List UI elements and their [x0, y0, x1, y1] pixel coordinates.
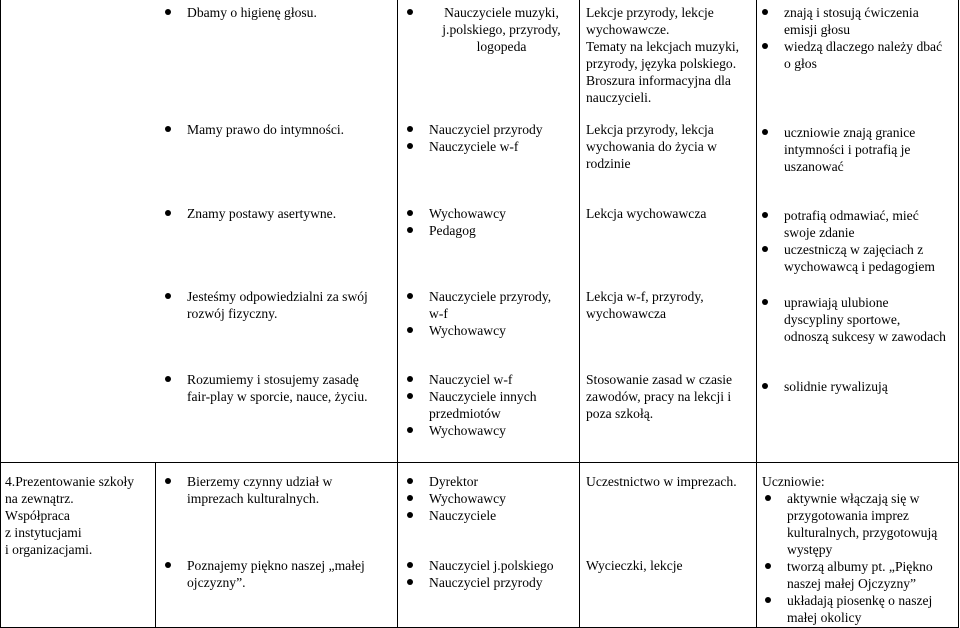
list-item: Pedagog: [404, 222, 574, 239]
row2-effects: [759, 124, 957, 175]
column-divider-3: [579, 0, 580, 628]
list-item: Nauczyciel przyrody: [404, 574, 574, 591]
row2-goal: [162, 121, 392, 138]
table-border-left: [0, 0, 1, 628]
row5-effects: [759, 378, 957, 395]
list-item: wiedzą dlaczego należy dbać o głos: [759, 38, 957, 72]
list-item: Nauczyciele muzyki, j.polskiego, przyrody, logopeda: [404, 4, 574, 55]
row-divider-section4: [0, 462, 959, 463]
row1-effects: [759, 4, 957, 72]
section4-who-a: [404, 473, 574, 524]
list-item: Nauczyciele przyrody, w-f: [404, 288, 574, 322]
list-item: Bierzemy czynny udział w imprezach kulturalnych.: [162, 473, 394, 507]
section4-form-a: Uczestnictwo w imprezach.: [586, 474, 737, 489]
row1-goal: [162, 4, 392, 21]
row2-who: [404, 121, 574, 155]
list-item: uprawiają ulubione dyscypliny sportowe, odnoszą sukcesy w zawodach: [759, 294, 957, 345]
list-item: uczestniczą w zajęciach z wychowawcą i pedagogiem: [759, 241, 957, 275]
section4-title: 4.Prezentowanie szkoły na zewnątrz. Współpraca z instytucjami i organizacjami.: [5, 474, 135, 557]
row4-effects: [759, 294, 957, 345]
row3-form: Lekcja wychowawcza: [586, 206, 707, 221]
row1-form: Lekcje przyrody, lekcje wychowawcze. Tematy na lekcjach muzyki, przyrody, języka polskiego. Broszura informacyjna dla nauczycieli.: [586, 5, 740, 105]
list-item: Dbamy o higienę głosu.: [162, 4, 392, 21]
effects-heading: Uczniowie:: [762, 474, 825, 489]
list-item: Nauczyciele innych przedmiotów: [404, 388, 574, 422]
list-item: uczniowie znają granice intymności i potrafią je uszanować: [759, 124, 957, 175]
row5-form: Stosowanie zasad w czasie zawodów, pracy na lekcji i poza szkołą.: [586, 372, 733, 421]
row4-who: [404, 288, 574, 339]
list-item: Nauczyciel w-f: [404, 371, 574, 388]
list-item: Wychowawcy: [404, 205, 574, 222]
list-item: Wychowawcy: [404, 322, 574, 339]
list-item: Rozumiemy i stosujemy zasadę fair-play w sporcie, nauce, życiu.: [162, 371, 394, 405]
row3-goal: [162, 205, 392, 222]
list-item: potrafią odmawiać, mieć swoje zdanie: [759, 207, 957, 241]
list-item: Mamy prawo do intymności.: [162, 121, 392, 138]
section4-who-b: [404, 557, 574, 591]
list-item: znają i stosują ćwiczenia emisji głosu: [759, 4, 957, 38]
section4-effects-list: [762, 490, 957, 626]
list-item: Dyrektor: [404, 473, 574, 490]
section4-form-b: Wycieczki, lekcje: [586, 558, 683, 573]
column-divider-4: [756, 0, 757, 628]
list-item: Znamy postawy asertywne.: [162, 205, 392, 222]
list-item: układają piosenkę o naszej małej okolicy: [762, 592, 957, 626]
column-divider-1: [155, 462, 156, 628]
row4-form: Lekcja w-f, przyrody, wychowawcza: [586, 289, 704, 321]
row5-goal: [162, 371, 394, 405]
list-item: solidnie rywalizują: [759, 378, 957, 395]
list-item: Nauczyciel przyrody: [404, 121, 574, 138]
table-border-right: [958, 0, 959, 628]
list-item: Wychowawcy: [404, 422, 574, 439]
row3-effects: [759, 207, 957, 275]
row1-who: [404, 4, 574, 55]
section4-goal-b: [162, 557, 394, 591]
row4-goal: [162, 288, 394, 322]
list-item: tworzą albumy pt. „Piękno naszej małej Ojczyzny”: [762, 558, 957, 592]
list-item: Wychowawcy: [404, 490, 574, 507]
column-divider-2: [397, 0, 398, 628]
list-item: Poznajemy piękno naszej „małej ojczyzny”.: [162, 557, 394, 591]
row5-who: [404, 371, 574, 439]
list-item: Nauczyciele w-f: [404, 138, 574, 155]
row3-who: [404, 205, 574, 239]
list-item: Nauczyciele: [404, 507, 574, 524]
row2-form: Lekcja przyrody, lekcja wychowania do życia w rodzinie: [586, 122, 717, 171]
list-item: Nauczyciel j.polskiego: [404, 557, 574, 574]
list-item: Jesteśmy odpowiedzialni za swój rozwój fizyczny.: [162, 288, 394, 322]
section4-goal-a: [162, 473, 394, 507]
section4-effects: [762, 473, 957, 626]
list-item: aktywnie włączają się w przygotowania imprez kulturalnych, przygotowują występy: [762, 490, 957, 558]
